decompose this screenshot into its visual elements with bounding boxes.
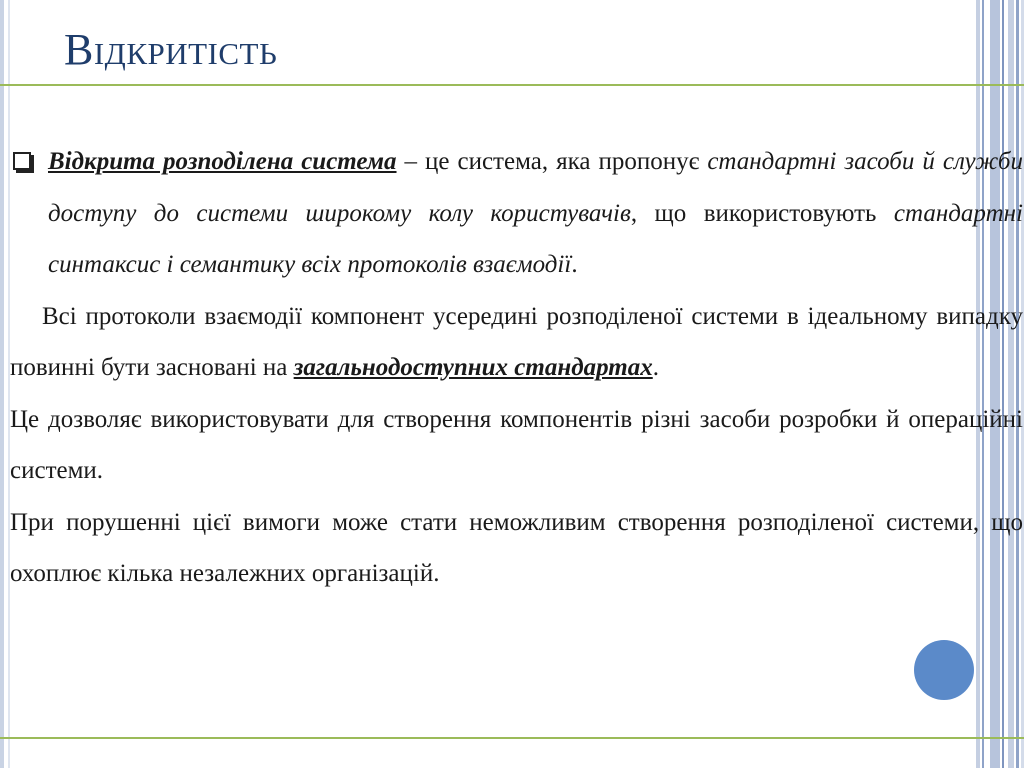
bullet-italic-2: стандартні синтаксис і семантику всіх протоколів взаємодії [48, 199, 1023, 278]
left-frame-line [0, 0, 4, 768]
content-divider-bottom [0, 737, 1024, 739]
bullet-middle-text: , що використовують [630, 199, 894, 227]
paragraph-standards-emphasis: загальнодоступних стандартах [293, 354, 653, 381]
paragraph-violation: При порушенні цієї вимоги може стати неможливим створення розподіленої системи, що охоплює кілька незалежних організацій. [10, 508, 1023, 587]
paragraph-tools: Це дозволяє використовувати для створення компонентів різні засоби розробки й операційні системи. [10, 405, 1023, 484]
bullet-end: . [571, 251, 578, 278]
checkbox-bullet-icon [13, 152, 31, 170]
decorative-circle [914, 640, 974, 700]
title-divider-top [0, 84, 1024, 86]
bullet-dash-text: – це система, яка пропонує [396, 148, 708, 175]
bullet-term: Відкрита розподілена система [48, 148, 397, 175]
paragraph-standards-end: . [652, 354, 659, 381]
slide-content [10, 136, 1023, 736]
paragraph-standards-text: Всі протоколи взаємодії компонент усередині розподіленої системи в ідеальному випадку повинні бути засновані на [10, 302, 1023, 381]
bullet-italic-1: стандартні засоби й служби доступу до системи широкому колу користувачів [48, 148, 1023, 227]
paragraph-standards [10, 291, 1023, 394]
bullet-item [10, 136, 1023, 291]
slide-title: Відкритість [64, 25, 278, 74]
